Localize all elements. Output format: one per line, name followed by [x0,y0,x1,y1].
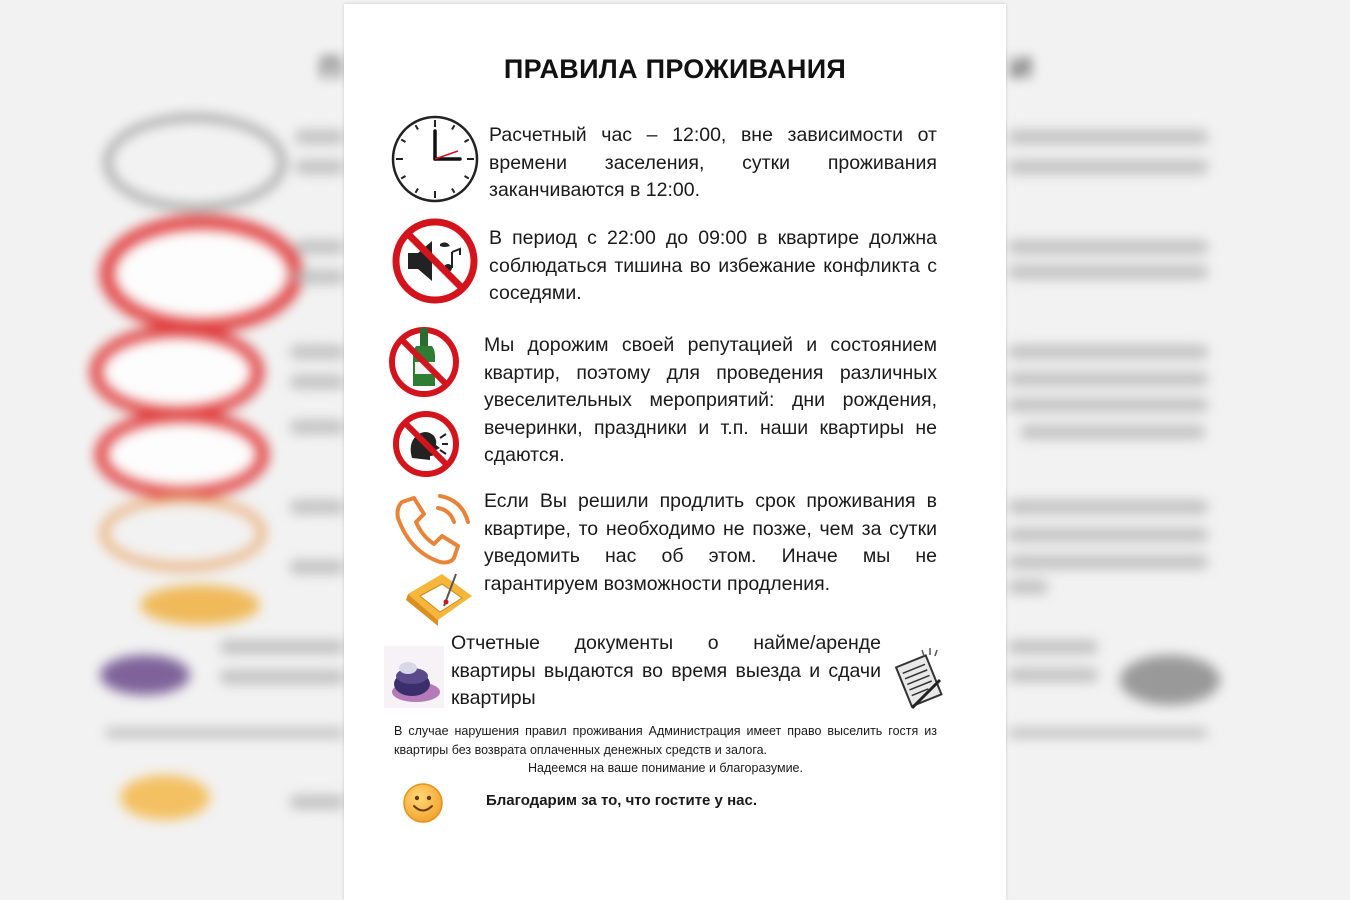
phone-icon [388,492,472,572]
no-alcohol-icon [386,322,462,398]
rules-poster [344,4,1006,900]
violation-notice: В случае нарушения правил проживания Администрация имеет право выселить гостя из квартиры без возврата оплаченных денежных средств и залога. [394,724,937,757]
smiley-icon [402,782,444,824]
rule-checkout-time: Расчетный час – 12:00, вне зависимости от времени заселения, сутки проживания заканчиваются в 12:00. [489,124,937,201]
blurred-background: П И [0,0,1350,900]
no-loud-music-icon [390,216,480,306]
clock-icon [390,114,480,204]
thanks-message: Благодарим за то, что гостите у нас. [486,792,757,809]
poster-title: ПРАВИЛА ПРОЖИВАНИЯ [503,54,847,84]
hope-note: Надеемся на ваше понимание и благоразумие. [528,761,803,775]
stamp-icon [382,644,446,710]
rule-extend-stay: Если Вы решили продлить срок проживания в квартире, то необходимо не позже, чем за сутки уведомить нас об этом. Иначе мы не гарантируем возможности продления. [484,490,937,595]
rule-no-parties: Мы дорожим своей репутацией и состоянием квартир, поэтому для проведения различных увеселительных мероприятий: дни рождения, вечеринки, праздники и т.п. наши квартиры не сдаются. [484,334,937,466]
document-pen-icon [892,646,944,712]
rule-quiet-hours: В период с 22:00 до 09:00 в квартире должна соблюдаться тишина во избежание конфликта с соседями. [489,227,937,304]
no-shouting-icon [390,408,462,480]
notebook-icon [404,572,478,628]
rule-documents: Отчетные документы о найме/аренде квартиры выдаются во время выезда и сдачи квартиры [451,632,881,709]
